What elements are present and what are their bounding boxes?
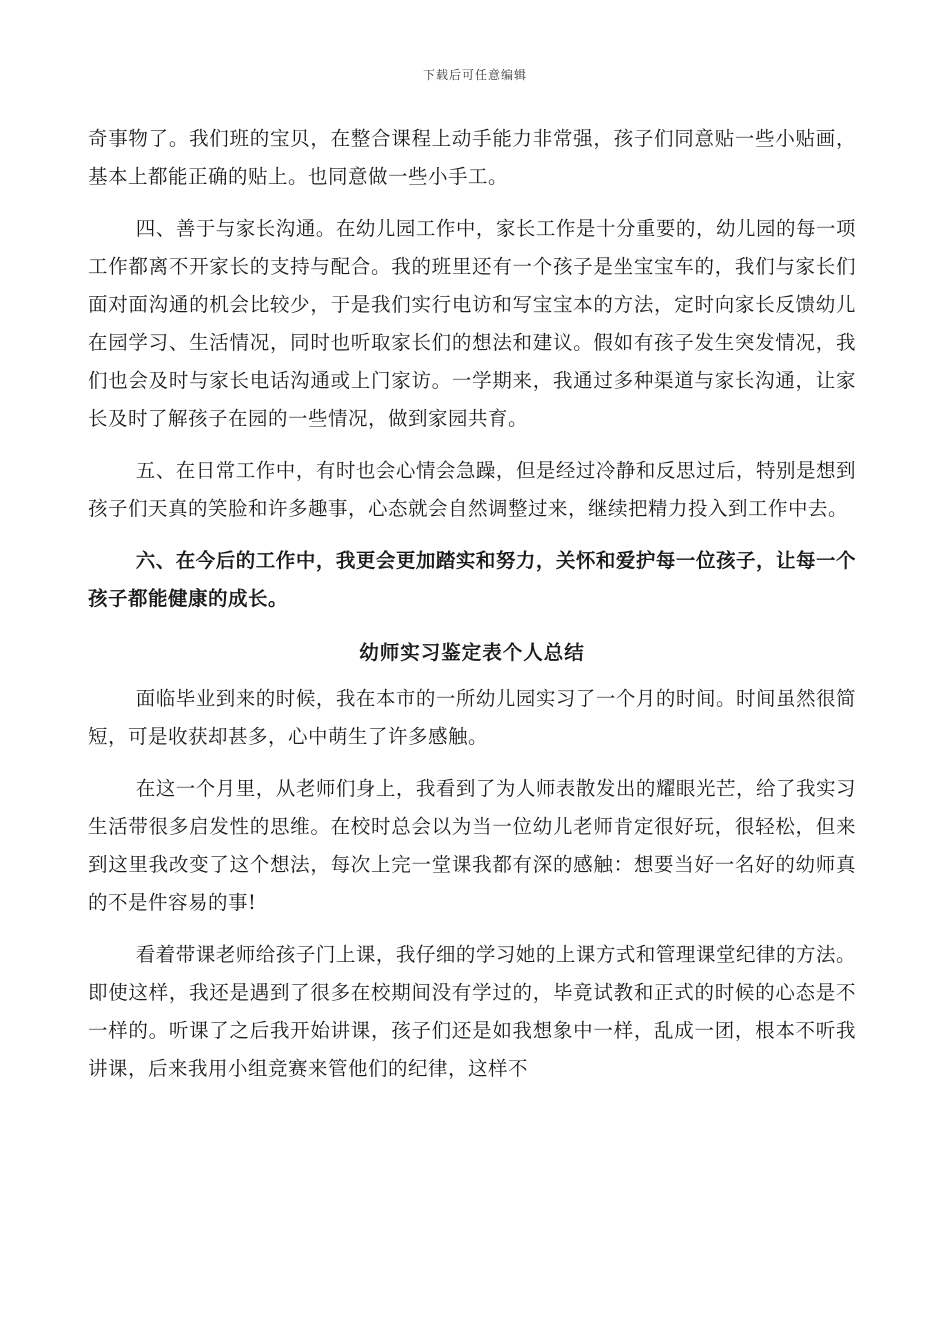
document-body — [88, 120, 856, 1088]
paragraph-five: 五、在日常工作中，有时也会心情会急躁，但是经过冷静和反思过后，特别是想到孩子们天真的笑脸和许多趣事，心态就会自然调整过来，继续把精力投入到工作中去。 — [88, 459, 856, 520]
paragraph-continued: 奇事物了。我们班的宝贝，在整合课程上动手能力非常强，孩子们同意贴一些小贴画，基本上都能正确的贴上。也同意做一些小手工。 — [88, 127, 856, 188]
section-paragraph-2: 在这一个月里，从老师们身上，我看到了为人师表散发出的耀眼光芒，给了我实习生活带很多启发性的思维。在校时总会以为当一位幼儿老师肯定很好玩，很轻松，但来到这里我改变了这个想法，每次上完一堂课我都有深的感触：想要当好一名好的幼师真的不是件容易的事! — [88, 777, 856, 914]
paragraph-six: 六、在今后的工作中，我更会更加踏实和努力，关怀和爱护每一位孩子，让每一个孩子都能健康的成长。 — [88, 549, 856, 610]
paragraph-four: 四、善于与家长沟通。在幼儿园工作中，家长工作是十分重要的，幼儿园的每一项工作都离不开家长的支持与配合。我的班里还有一个孩子是坐宝宝车的，我们与家长们面对面沟通的机会比较少，于是我们实行电访和写宝宝本的方法，定时向家长反馈幼儿在园学习、生活情况，同时也听取家长们的想法和建议。假如有孩子发生突发情况，我们也会及时与家长电话沟通或上门家访。一学期来，我通过多种渠道与家长沟通，让家长及时了解孩子在园的一些情况，做到家园共育。 — [88, 217, 856, 430]
section-paragraph-3: 看着带课老师给孩子门上课，我仔细的学习她的上课方式和管理课堂纪律的方法。即使这样，我还是遇到了很多在校期间没有学过的，毕竟试教和正式的时候的心态是不一样的。听课了之后我开始讲课，孩子们还是如我想象中一样，乱成一团，根本不听我讲课，后来我用小组竞赛来管他们的纪律，这样不 — [88, 943, 856, 1080]
section-paragraph-1: 面临毕业到来的时候，我在本市的一所幼儿园实习了一个月的时间。时间虽然很简短，可是收获却甚多，心中萌生了许多感触。 — [88, 687, 856, 748]
header-note: 下载后可任意编辑 — [422, 68, 527, 82]
section-title: 幼师实习鉴定表个人总结 — [359, 641, 585, 664]
